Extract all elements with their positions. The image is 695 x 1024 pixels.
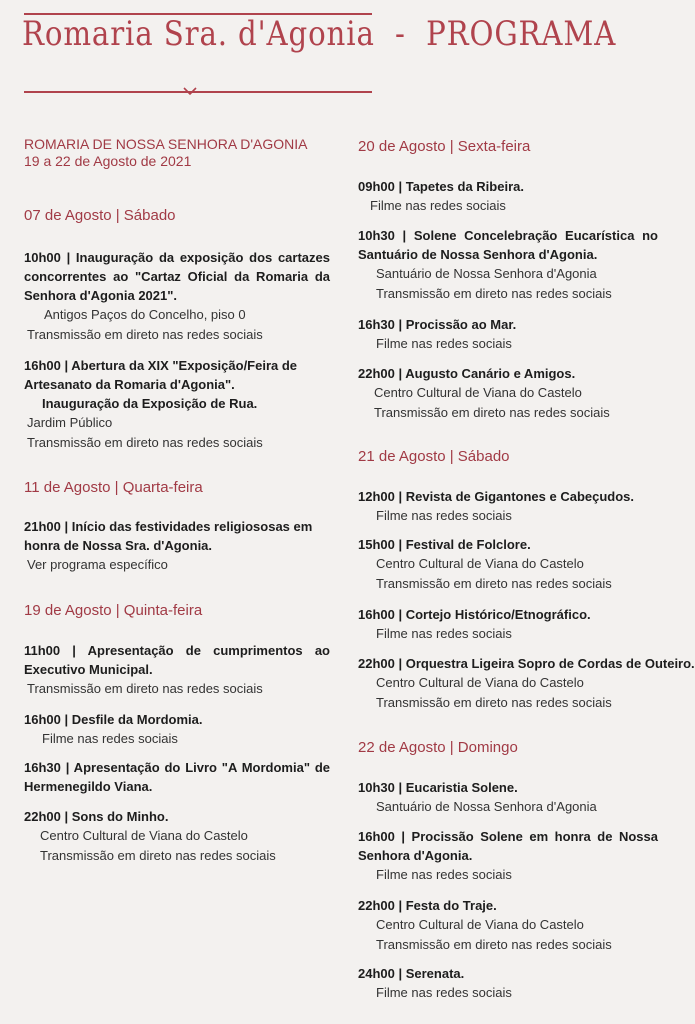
- day-heading: 19 de Agosto | Quinta-feira: [24, 602, 203, 619]
- event-item: [24, 641, 330, 699]
- day-heading: 11 de Agosto | Quarta-feira: [24, 479, 203, 496]
- intro-block: [24, 136, 330, 170]
- event-title: 16h00 | Procissão Solene em honra de Nossa Senhora d'Agonia.: [358, 829, 658, 863]
- event-title: 16h30 | Procissão ao Mar.: [358, 317, 517, 332]
- event-title: 09h00 | Tapetes da Ribeira.: [358, 179, 524, 194]
- event-venue: Antigos Paços do Concelho, piso 0: [44, 307, 246, 322]
- event-broadcast: Transmissão em direto nas redes sociais: [27, 435, 263, 450]
- event-venue: Centro Cultural de Viana do Castelo: [376, 675, 584, 690]
- event-venue: Centro Cultural de Viana do Castelo: [376, 556, 584, 571]
- event-broadcast: Transmissão em direto nas redes sociais: [376, 695, 612, 710]
- event-item: [358, 654, 695, 713]
- event-title: 12h00 | Revista de Gigantones e Cabeçudos.: [358, 489, 635, 504]
- event-item: [358, 226, 658, 304]
- event-item: [24, 710, 330, 749]
- festival-name: ROMARIA DE NOSSA SENHORA D'AGONIA: [24, 136, 308, 152]
- event-title: 16h00 | Abertura da XIX "Exposição/Feira de Artesanato da Romaria d'Agonia".: [24, 358, 298, 392]
- event-title: 10h00 | Inauguração da exposição dos cartazes concorrentes ao "Cartaz Oficial da Romaria da Senhora d'Agonia 2021".: [24, 250, 330, 303]
- chevron-down-icon: [183, 86, 197, 96]
- event-item: [358, 964, 658, 1003]
- event-item: [358, 177, 658, 216]
- event-title: 22h00 | Orquestra Ligeira Sopro de Cordas de Outeiro.: [358, 656, 695, 671]
- page-title: Romaria Sra. d'Agonia - PROGRAMA: [22, 14, 617, 54]
- event-title: 16h00 | Cortejo Histórico/Etnográfico.: [358, 607, 591, 622]
- event-item: [24, 248, 330, 345]
- event-note: Filme nas redes sociais: [376, 985, 512, 1000]
- event-title: 16h30 | Apresentação do Livro "A Mordomia" de Hermenegildo Viana.: [24, 760, 330, 794]
- event-item: [24, 758, 330, 796]
- event-item: [24, 517, 330, 575]
- day-heading: 07 de Agosto | Sábado: [24, 207, 176, 224]
- event-venue: Centro Cultural de Viana do Castelo: [40, 828, 248, 843]
- event-venue: Centro Cultural de Viana do Castelo: [376, 917, 584, 932]
- event-title: 10h30 | Solene Concelebração Eucarística no Santuário de Nossa Senhora d'Agonia.: [358, 228, 658, 262]
- event-broadcast: Transmissão em direto nas redes sociais: [376, 576, 612, 591]
- event-broadcast: Transmissão em direto nas redes sociais: [376, 286, 612, 301]
- event-title: 22h00 | Sons do Minho.: [24, 809, 169, 824]
- event-item: [358, 364, 658, 423]
- event-note: Filme nas redes sociais: [376, 867, 512, 882]
- event-title: 21h00 | Início das festividades religiososas em honra de Nossa Sra. d'Agonia.: [24, 519, 313, 553]
- event-title-secondary: Inauguração da Exposição de Rua.: [42, 396, 258, 411]
- header-rule-bottom: [24, 91, 372, 93]
- event-note: Filme nas redes sociais: [370, 198, 506, 213]
- event-note: Filme nas redes sociais: [376, 508, 512, 523]
- event-venue: Centro Cultural de Viana do Castelo: [374, 385, 582, 400]
- event-title: 16h00 | Desfile da Mordomia.: [24, 712, 203, 727]
- event-title: 11h00 | Apresentação de cumprimentos ao Executivo Municipal.: [24, 643, 330, 677]
- day-heading: 20 de Agosto | Sexta-feira: [358, 138, 531, 155]
- day-heading: 21 de Agosto | Sábado: [358, 448, 510, 465]
- event-broadcast: Transmissão em direto nas redes sociais: [376, 937, 612, 952]
- event-title: 24h00 | Serenata.: [358, 966, 465, 981]
- festival-dates: 19 a 22 de Agosto de 2021: [24, 153, 192, 169]
- event-item: [358, 535, 658, 594]
- event-venue: Santuário de Nossa Senhora d'Agonia: [376, 266, 597, 281]
- event-item: [358, 605, 658, 644]
- event-venue: Santuário de Nossa Senhora d'Agonia: [376, 799, 597, 814]
- event-item: [24, 807, 330, 866]
- event-item: [358, 896, 658, 955]
- event-broadcast: Transmissão em direto nas redes sociais: [27, 327, 263, 342]
- event-note: Filme nas redes sociais: [42, 731, 178, 746]
- event-item: [24, 356, 330, 453]
- event-note: Filme nas redes sociais: [376, 626, 512, 641]
- event-title: 15h00 | Festival de Folclore.: [358, 537, 531, 552]
- event-item: [358, 827, 658, 885]
- event-title: 22h00 | Festa do Traje.: [358, 898, 497, 913]
- event-broadcast: Transmissão em direto nas redes sociais: [374, 405, 610, 420]
- day-heading: 22 de Agosto | Domingo: [358, 739, 518, 756]
- event-item: [358, 778, 658, 817]
- event-title: 10h30 | Eucaristia Solene.: [358, 780, 518, 795]
- event-broadcast: Transmissão em direto nas redes sociais: [27, 681, 263, 696]
- event-note: Ver programa específico: [27, 557, 168, 572]
- event-broadcast: Transmissão em direto nas redes sociais: [40, 848, 276, 863]
- event-note: Filme nas redes sociais: [376, 336, 512, 351]
- event-title: 22h00 | Augusto Canário e Amigos.: [358, 366, 576, 381]
- event-item: [358, 487, 658, 526]
- event-item: [358, 315, 658, 354]
- event-venue: Jardim Público: [27, 415, 113, 430]
